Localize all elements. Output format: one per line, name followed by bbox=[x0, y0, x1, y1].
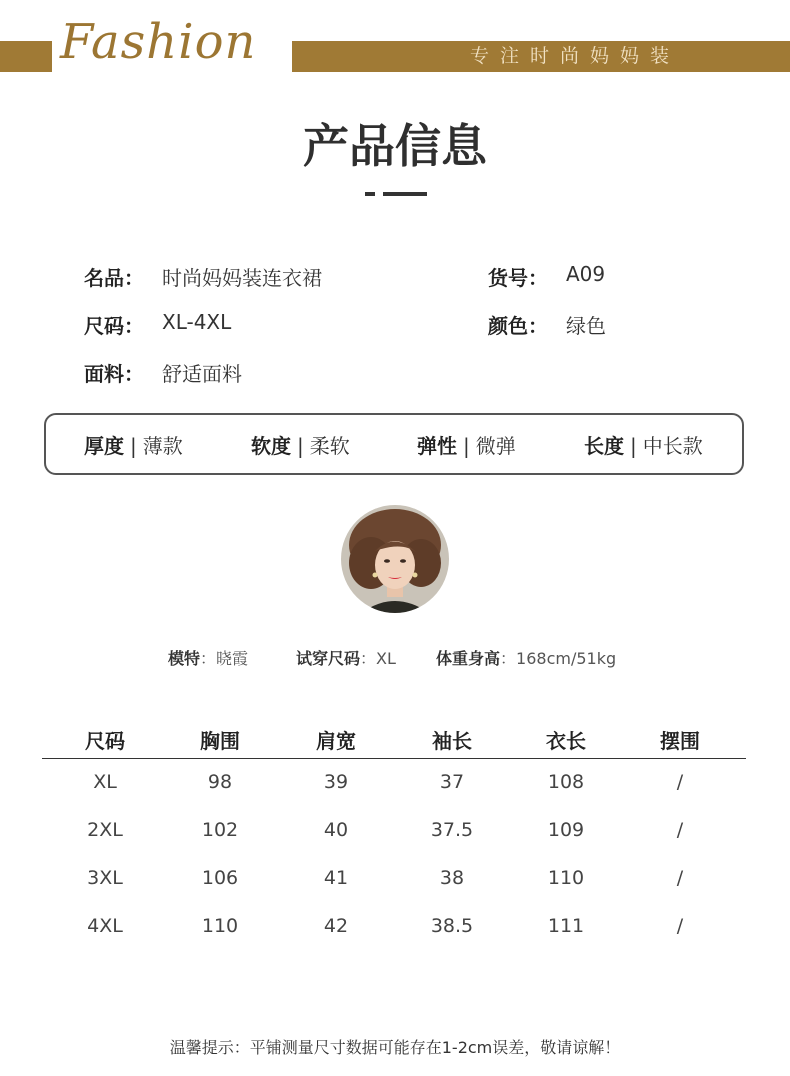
sku-value: A09 bbox=[566, 262, 606, 286]
attribute-label: 厚度 bbox=[84, 434, 124, 458]
attribute-value: 微弹 bbox=[475, 434, 516, 458]
header-tagline: 专注时尚妈妈装 bbox=[470, 45, 681, 67]
page-title: 产品信息 bbox=[303, 119, 487, 173]
table-header-bust: 胸围 bbox=[200, 729, 240, 753]
attribute-value: 薄款 bbox=[142, 434, 183, 458]
model-avatar bbox=[341, 505, 449, 613]
attribute-separator: | bbox=[630, 434, 637, 458]
footer-note: 温馨提示：平铺测量尺寸数据可能存在1-2cm误差，敬请谅解！ bbox=[169, 1038, 621, 1057]
table-cell: 110 bbox=[547, 867, 585, 889]
size-range-value: XL-4XL bbox=[162, 310, 232, 334]
table-cell: XL bbox=[93, 771, 117, 793]
table-cell: 2XL bbox=[87, 819, 123, 841]
color-value: 绿色 bbox=[566, 314, 606, 338]
table-cell: 41 bbox=[323, 867, 349, 889]
attribute-value: 柔软 bbox=[309, 434, 350, 458]
table-cell: 42 bbox=[323, 915, 349, 937]
attribute-thickness bbox=[84, 430, 183, 459]
size-range-label: 尺码： bbox=[84, 314, 144, 338]
table-cell: 38 bbox=[439, 867, 465, 889]
attribute-elasticity bbox=[417, 430, 516, 459]
table-cell: 37.5 bbox=[430, 819, 474, 841]
attribute-length bbox=[584, 430, 703, 459]
table-cell: 37 bbox=[439, 771, 465, 793]
table-cell: 3XL bbox=[87, 867, 123, 889]
table-cell: 98 bbox=[207, 771, 233, 793]
attribute-label: 长度 bbox=[584, 434, 624, 458]
colon: ： bbox=[500, 649, 517, 668]
table-cell: 108 bbox=[547, 771, 585, 793]
brand-logo-text: Fashion bbox=[60, 14, 257, 70]
fabric-value: 舒适面料 bbox=[162, 362, 242, 386]
fabric-label: 面料： bbox=[84, 362, 144, 386]
sku-label: 货号： bbox=[488, 266, 548, 290]
model-size-value: XL bbox=[376, 649, 396, 668]
table-cell: 4XL bbox=[87, 915, 123, 937]
table-cell: / bbox=[676, 819, 684, 841]
color-label: 颜色： bbox=[488, 314, 548, 338]
table-cell: 110 bbox=[201, 915, 239, 937]
attribute-separator: | bbox=[130, 434, 137, 458]
model-portrait-image bbox=[341, 505, 449, 613]
table-header-length: 衣长 bbox=[546, 729, 586, 753]
table-cell: 40 bbox=[323, 819, 349, 841]
title-divider-short bbox=[365, 192, 375, 196]
model-body-label: 体重身高 bbox=[436, 649, 501, 668]
attribute-value: 中长款 bbox=[642, 434, 703, 458]
table-cell: / bbox=[676, 771, 684, 793]
table-cell: 39 bbox=[323, 771, 349, 793]
title-divider-long bbox=[383, 192, 427, 196]
colon: ： bbox=[200, 649, 217, 668]
table-header-sleeve: 袖长 bbox=[432, 729, 472, 753]
model-body bbox=[436, 646, 616, 669]
table-cell: 106 bbox=[201, 867, 239, 889]
table-header-shoulder: 肩宽 bbox=[316, 729, 356, 753]
table-header-size: 尺码 bbox=[85, 729, 125, 753]
colon: ： bbox=[360, 649, 377, 668]
attribute-separator: | bbox=[297, 434, 304, 458]
table-header-hem: 摆围 bbox=[660, 729, 700, 753]
table-cell: 38.5 bbox=[430, 915, 474, 937]
attribute-label: 软度 bbox=[251, 434, 291, 458]
model-name-value: 晓霞 bbox=[216, 649, 249, 668]
table-cell: / bbox=[676, 915, 684, 937]
model-name bbox=[168, 646, 248, 669]
model-body-value: 168cm/51kg bbox=[516, 649, 617, 668]
table-cell: 109 bbox=[547, 819, 585, 841]
model-trial-size bbox=[296, 646, 396, 669]
product-name-label: 名品： bbox=[84, 266, 144, 290]
attribute-softness bbox=[251, 430, 350, 459]
header-bar-left bbox=[0, 41, 52, 72]
attribute-separator: | bbox=[463, 434, 470, 458]
table-cell: 111 bbox=[547, 915, 585, 937]
model-name-label: 模特 bbox=[168, 649, 201, 668]
table-cell: 102 bbox=[201, 819, 239, 841]
table-header-rule bbox=[42, 758, 746, 759]
model-size-label: 试穿尺码 bbox=[296, 649, 361, 668]
attribute-label: 弹性 bbox=[417, 434, 457, 458]
table-cell: / bbox=[676, 867, 684, 889]
product-name-value: 时尚妈妈装连衣裙 bbox=[162, 266, 322, 290]
